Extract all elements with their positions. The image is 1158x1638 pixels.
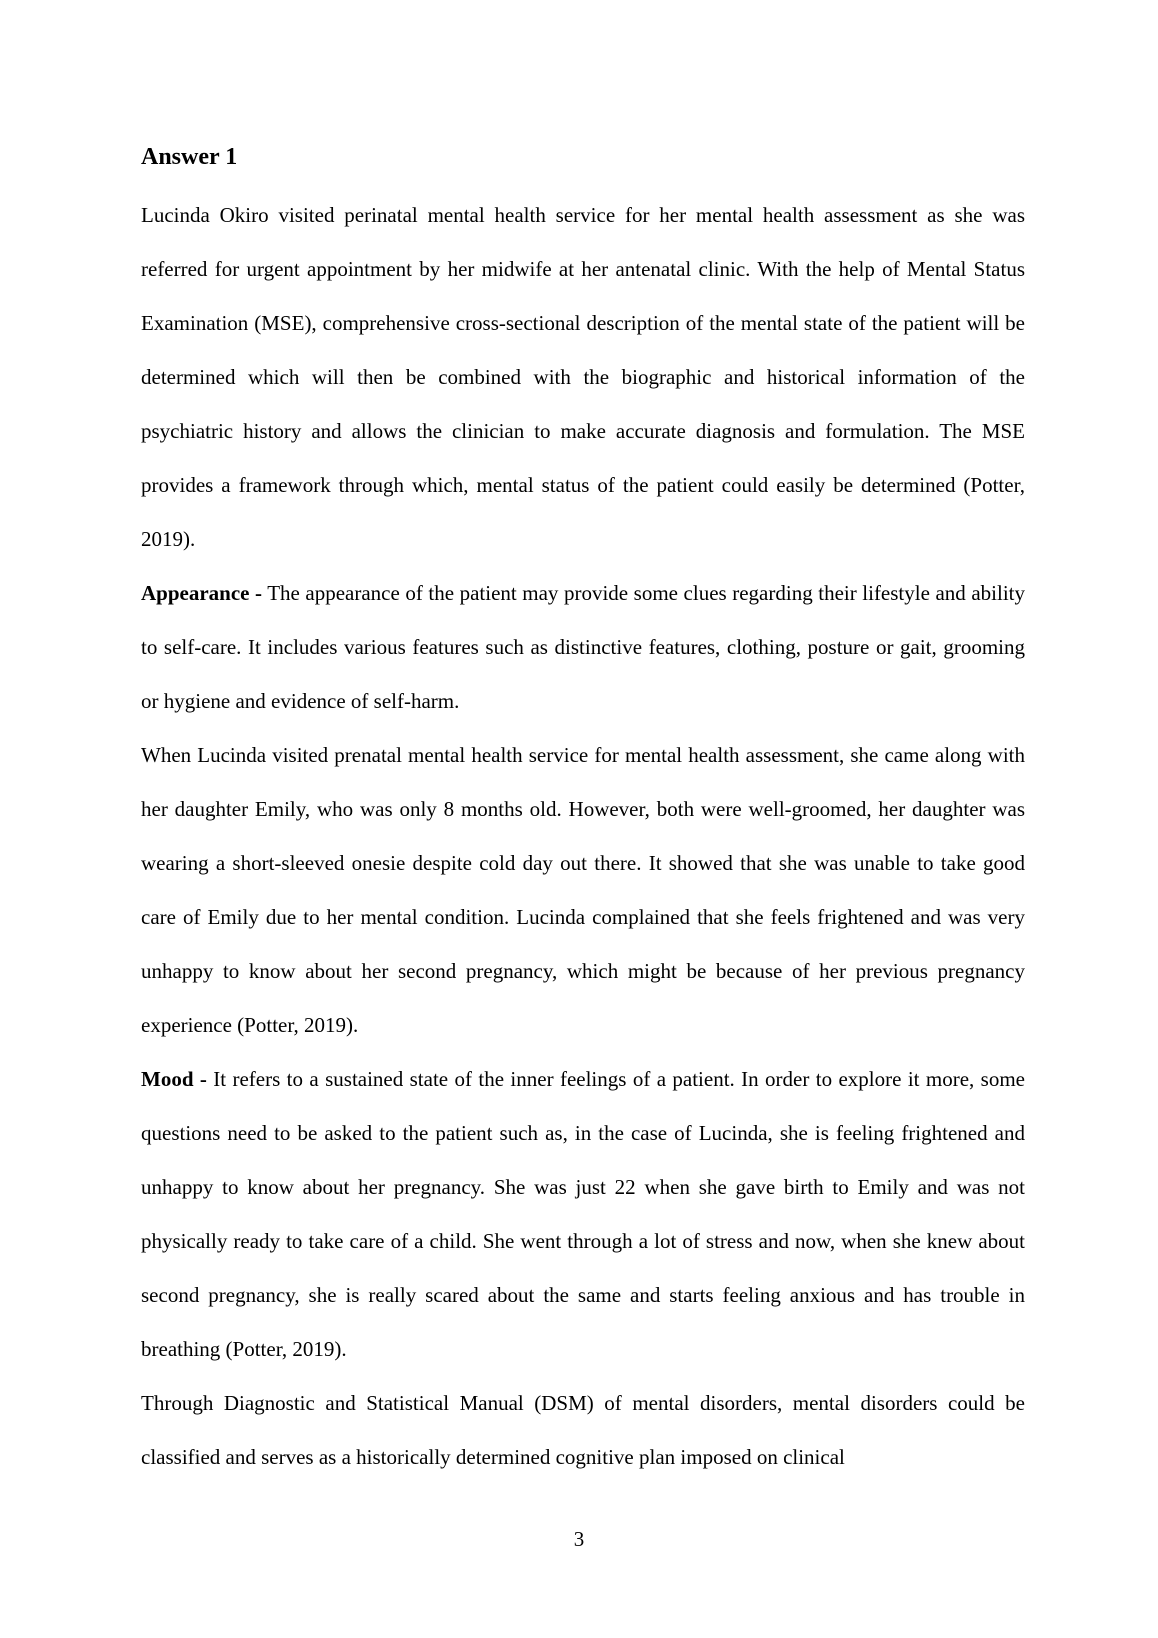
paragraph-appearance: [141, 566, 1025, 728]
section-heading: Answer 1: [141, 144, 238, 170]
page-number: 3: [573, 1527, 585, 1551]
paragraph-intro-text: Lucinda Okiro visited perinatal mental health service for her mental health assessment as she was referred for urgent appointment by her midwife at her antenatal clinic. With the help of Mental Status Examination (MSE), comprehensive cross-sectional description of the mental state of the patient will be determined which will then be combined with the biographic and historical information of the psychiatric history and allows the clinician to make accurate diagnosis and formulation. The MSE provides a framework through which, mental status of the patient could easily be determined (Potter, 2019).: [141, 203, 1025, 551]
appearance-lead: Appearance -: [141, 581, 263, 605]
paragraph-visit: [141, 728, 1025, 1052]
paragraph-dsm-text: Through Diagnostic and Statistical Manual (DSM) of mental disorders, mental disorders could be classified and serves as a historically determined cognitive plan imposed on clinical: [141, 1391, 1025, 1469]
page-content: [141, 138, 1025, 1484]
mood-lead: Mood -: [141, 1067, 207, 1091]
paragraph-visit-text: When Lucinda visited prenatal mental health service for mental health assessment, she came along with her daughter Emily, who was only 8 months old. However, both were well-groomed, her daughter was wearing a short-sleeved onesie despite cold day out there. It showed that she was unable to take good care of Emily due to her mental condition. Lucinda complained that she feels frightened and was very unhappy to know about her second pregnancy, which might be because of her previous pregnancy experience (Potter, 2019).: [141, 743, 1025, 1037]
paragraph-mood: [141, 1052, 1025, 1376]
paragraph-mood-text: It refers to a sustained state of the inner feelings of a patient. In order to explore it more, some questions need to be asked to the patient such as, in the case of Lucinda, she is feeling frightened and unhappy to know about her pregnancy. She was just 22 when she gave birth to Emily and was not physically ready to take care of a child. She went through a lot of stress and now, when she knew about second pregnancy, she is really scared about the same and starts feeling anxious and has trouble in breathing (Potter, 2019).: [141, 1067, 1025, 1361]
paragraph-dsm: [141, 1376, 1025, 1484]
paragraph-intro: [141, 188, 1025, 566]
paragraph-appearance-text: The appearance of the patient may provide some clues regarding their lifestyle and ability to self-care. It includes various features such as distinctive features, clothing, posture or gait, grooming or hygiene and evidence of self-harm.: [141, 581, 1025, 713]
